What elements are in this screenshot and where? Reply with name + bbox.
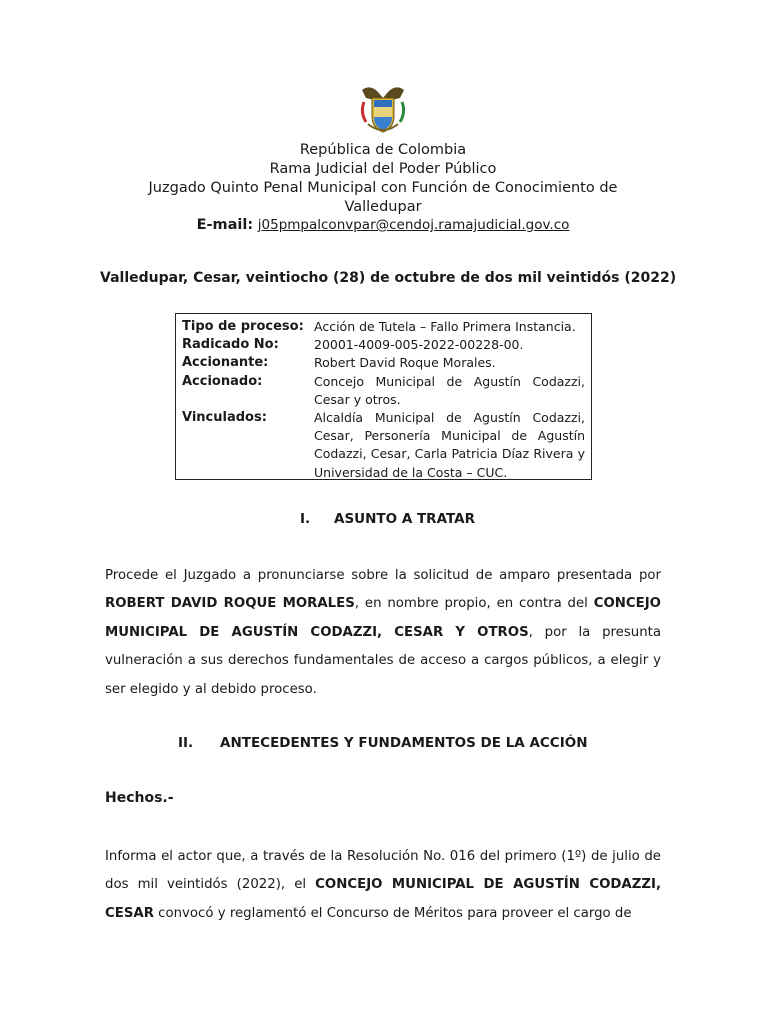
institution-header <box>100 141 666 217</box>
case-row <box>182 354 585 372</box>
case-label: Vinculados: <box>182 410 267 426</box>
subheading-hechos: Hechos.- <box>105 790 174 806</box>
paragraph-text: , por la presunta vulneración a sus derechos fundamentales de acceso a cargos públicos, a elegir y ser elegido y al debido proceso. <box>105 624 662 697</box>
paragraph-text: Informa el actor que, a través de la Resolución No. 016 del primero (1º) de julio de dos mil veintidós (2022), el <box>105 849 661 893</box>
paragraph-text: , en nombre propio, en contra del <box>354 596 594 612</box>
section-number: I. <box>300 511 311 527</box>
email-row <box>100 217 666 233</box>
paragraph-text: convocó y reglamentó el Concurso de Méritos para proveer el cargo de <box>153 905 632 921</box>
date-line: Valledupar, Cesar, veintiocho (28) de octubre de dos mil veintidós (2022) <box>100 270 677 286</box>
email-label: E-mail: <box>196 217 254 233</box>
case-value: Acción de Tutela – Fallo Primera Instancia. <box>314 319 576 334</box>
header-city: Valledupar <box>344 199 422 215</box>
paragraph-text: Procede el Juzgado a pronunciarse sobre la solicitud de amparo presentada por <box>105 568 661 583</box>
section-heading-2 <box>178 735 588 751</box>
case-value: 20001-4009-005-2022-00228-00. <box>314 337 524 353</box>
case-label: Radicado No: <box>182 337 279 353</box>
coat-of-arms-icon <box>356 84 410 136</box>
defendant-name: CONCEJO MUNICIPAL DE AGUSTÍN CODAZZI, CESAR Y OTROS <box>105 596 661 640</box>
section-title-text: ASUNTO A TRATAR <box>334 511 475 527</box>
email-link[interactable]: j05pmpalconvpar@cendoj.ramajudicial.gov.co <box>257 217 570 233</box>
case-value: Alcaldía Municipal de Agustín Codazzi, Cesar, Personería Municipal de Agustín Codazzi, Cesar, Carla Patricia Díaz Rivera y Universidad de la Costa – CUC. <box>314 410 585 480</box>
paragraph-asunto <box>105 562 661 704</box>
section-number: II. <box>178 735 194 751</box>
case-row <box>182 373 585 409</box>
plaintiff-name: ROBERT DAVID ROQUE MORALES <box>105 596 355 612</box>
case-label: Tipo de proceso: <box>182 319 304 334</box>
case-info-table <box>175 313 592 480</box>
case-value: Robert David Roque Morales. <box>314 355 496 371</box>
header-branch: Rama Judicial del Poder Público <box>269 161 497 177</box>
case-label: Accionado: <box>182 373 263 389</box>
case-row <box>182 318 585 336</box>
council-name: CONCEJO MUNICIPAL DE AGUSTÍN CODAZZI, CESAR <box>105 877 661 921</box>
case-value: Concejo Municipal de Agustín Codazzi, Cesar y otros. <box>314 373 585 407</box>
case-label: Accionante: <box>182 355 269 371</box>
section-heading-1 <box>300 511 475 527</box>
case-row <box>182 409 585 482</box>
case-row <box>182 336 585 354</box>
section-title-text: ANTECEDENTES Y FUNDAMENTOS DE LA ACCIÓN <box>220 735 588 751</box>
header-court: Juzgado Quinto Penal Municipal con Función de Conocimiento de <box>148 180 618 196</box>
header-country: República de Colombia <box>299 142 467 158</box>
paragraph-hechos <box>105 843 661 928</box>
